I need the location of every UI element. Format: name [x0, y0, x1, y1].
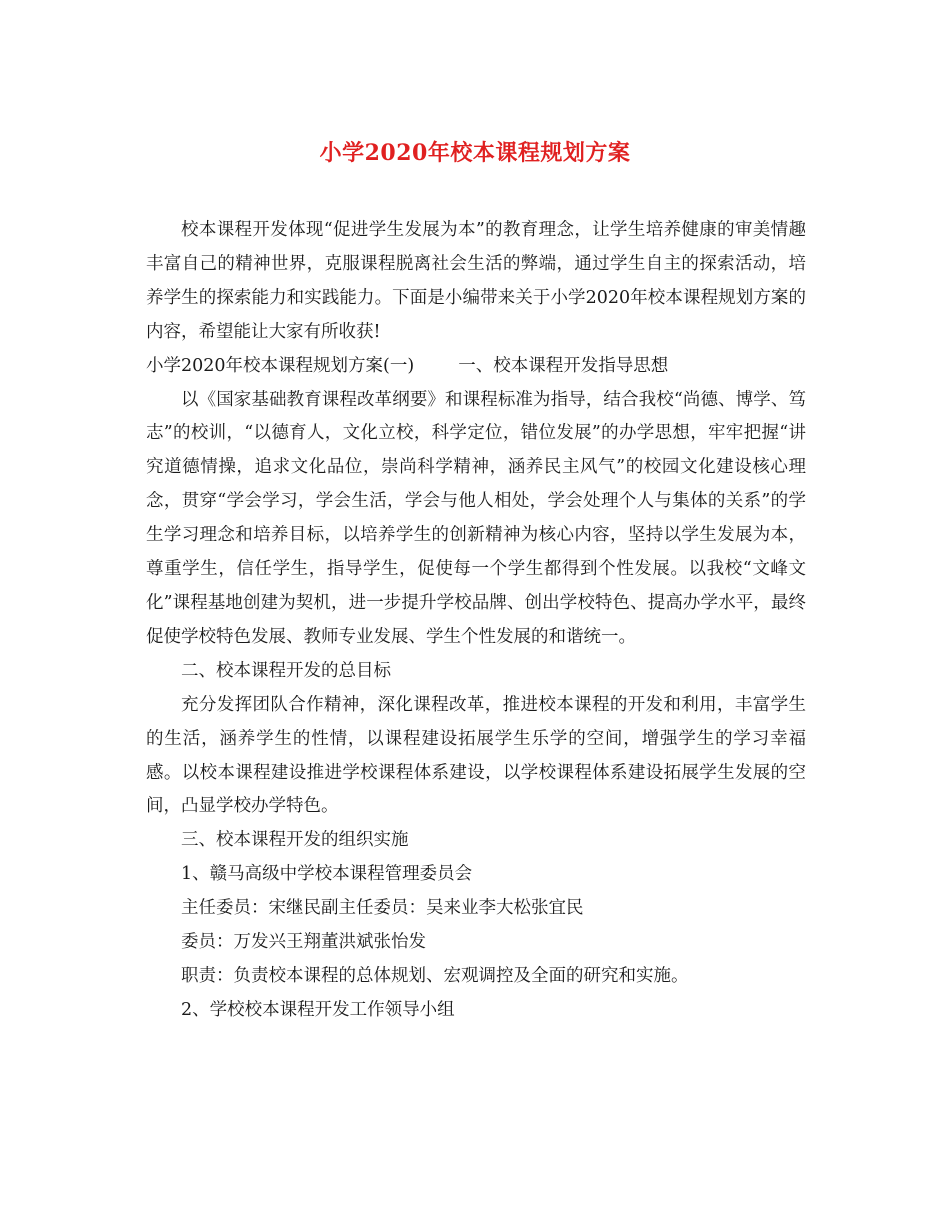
item2-heading: 2、学校校本课程开发工作领导小组 — [181, 999, 455, 1020]
plan-title-line — [146, 350, 806, 384]
item1-director: 主任委员：宋继民副主任委员：吴来业李大松张宜民 — [181, 898, 584, 919]
intro-paragraph: 校本课程开发体现“促进学生发展为本”的教育理念，让学生培养健康的审美情趣丰富自己的精神世界，克服课程脱离社会生活的弊端，通过学生自主的探索活动，培养学生的探索能力和实践能力。下面是小编带来关于小学2020年校本课程规划方案的内容，希望能让大家有所收获! — [146, 220, 806, 342]
item1-members: 委员：万发兴王翔董洪斌张怡发 — [181, 932, 426, 953]
plan-title: 小学2020年校本课程规划方案(一) — [146, 355, 415, 376]
section2-heading: 二、校本课程开发的总目标 — [181, 660, 391, 681]
item1-duty: 职责：负责校本课程的总体规划、宏观调控及全面的研究和实施。 — [181, 965, 689, 986]
section1-body: 以《国家基础教育课程改革纲要》和课程标准为指导，结合我校“尚德、博学、笃志”的校训，“以德育人，文化立校，科学定位，错位发展”的办学思想，牢牢把握“讲究道德情操，追求文化品位，崇尚科学精神，涵养民主风气”的校园文化建设核心理念，贯穿“学会学习，学会生活，学会与他人相处，学会处理个人与集体的关系”的学生学习理念和培养目标，以培养学生的创新精神为核心内容，坚持以学生发展为本，尊重学生，信任学生，指导学生，促使每一个学生都得到个性发展。以我校“文峰文化”课程基地创建为契机，进一步提升学校品牌、创出学校特色、提高办学水平，最终促使学校特色发展、教师专业发展、学生个性发展的和谐统一。 — [146, 389, 806, 647]
section1-heading: 一、校本课程开发指导思想 — [458, 355, 669, 376]
document-title: 小学2020年校本课程规划方案 — [319, 140, 631, 166]
section2-body: 充分发挥团队合作精神，深化课程改革，推进校本课程的开发和利用，丰富学生的生活，涵养学生的性情，以课程建设拓展学生乐学的空间，增强学生的学习幸福感。以校本课程建设推进学校课程体系建设，以学校课程体系建设拓展学生发展的空间，凸显学校办学特色。 — [146, 694, 806, 817]
item1-heading: 1、赣马高级中学校本课程管理委员会 — [181, 864, 473, 885]
section3-heading: 三、校本课程开发的组织实施 — [181, 830, 409, 851]
document-body — [146, 214, 806, 1028]
